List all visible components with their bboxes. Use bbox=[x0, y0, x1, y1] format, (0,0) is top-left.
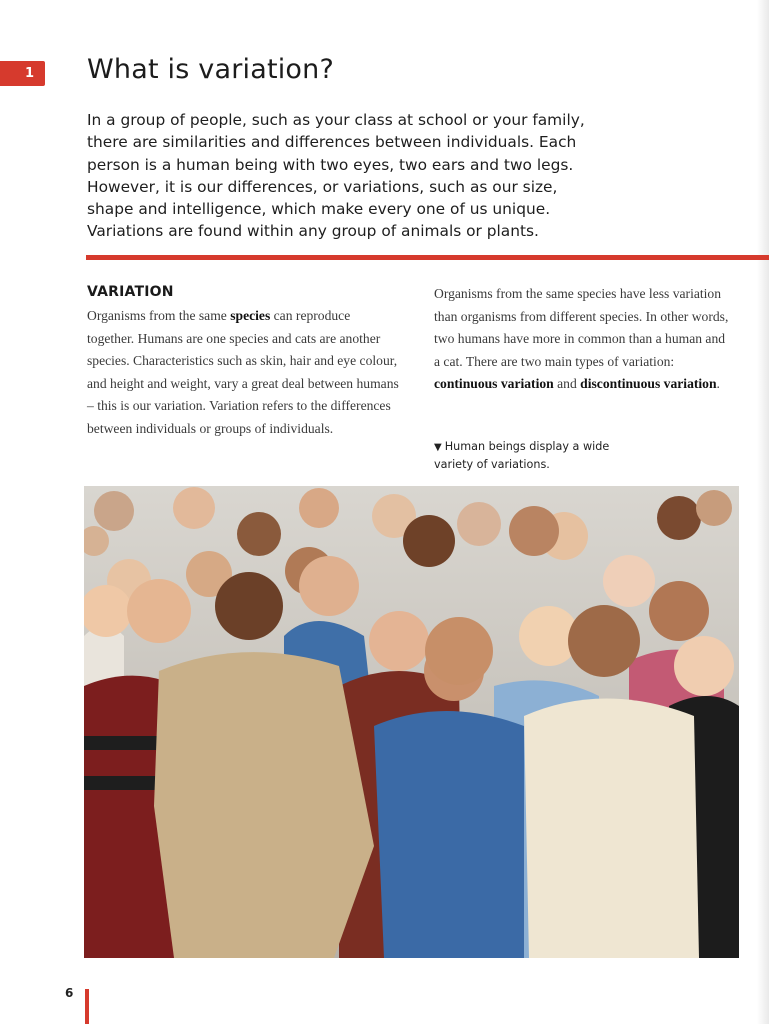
crowd-photo bbox=[84, 486, 739, 958]
chapter-number: 1 bbox=[24, 66, 34, 81]
page-number: 6 bbox=[65, 986, 74, 1000]
caption-triangle-icon: ▼ bbox=[434, 442, 442, 453]
right-text-part-2: and bbox=[553, 376, 581, 392]
page-title: What is variation? bbox=[87, 54, 334, 85]
right-text-part-3: . bbox=[716, 376, 720, 392]
right-text-part-1: Organisms from the same species have less variation than organisms from different species. In other words, two humans have more in common than a human and a cat. There are two main types of variation: bbox=[434, 286, 729, 369]
chapter-number-tab bbox=[0, 61, 45, 86]
section-heading: VARIATION bbox=[87, 284, 174, 300]
left-text-part-2: can reproduce together. Humans are one species and cats are another species. Characteristics such as skin, hair and eye colour, and height and weight, vary a great deal between humans – this is our variation. Variation refers to the differences between individuals or groups of individuals. bbox=[87, 308, 399, 436]
term-species: species bbox=[230, 308, 271, 323]
right-column-text bbox=[434, 283, 734, 396]
term-continuous-variation: continuous variation bbox=[434, 376, 554, 392]
section-divider bbox=[86, 255, 769, 260]
page-edge-shadow bbox=[757, 0, 769, 1024]
left-column-text bbox=[87, 305, 399, 441]
left-text-part-1: Organisms from the same bbox=[87, 308, 231, 323]
photo-caption bbox=[434, 438, 634, 473]
page-number-bar bbox=[85, 989, 89, 1024]
intro-paragraph: In a group of people, such as your class at school or your family, there are similarities and differences between individuals. Each person is a human being with two eyes, two ears and two legs. However, it is our differences, or variations, such as our size, shape and intelligence, which make every one of us unique. Variations are found within any group of animals or plants. bbox=[87, 111, 585, 241]
caption-text: Human beings display a wide variety of variations. bbox=[434, 440, 610, 471]
term-discontinuous-variation: discontinuous variation bbox=[580, 376, 717, 392]
